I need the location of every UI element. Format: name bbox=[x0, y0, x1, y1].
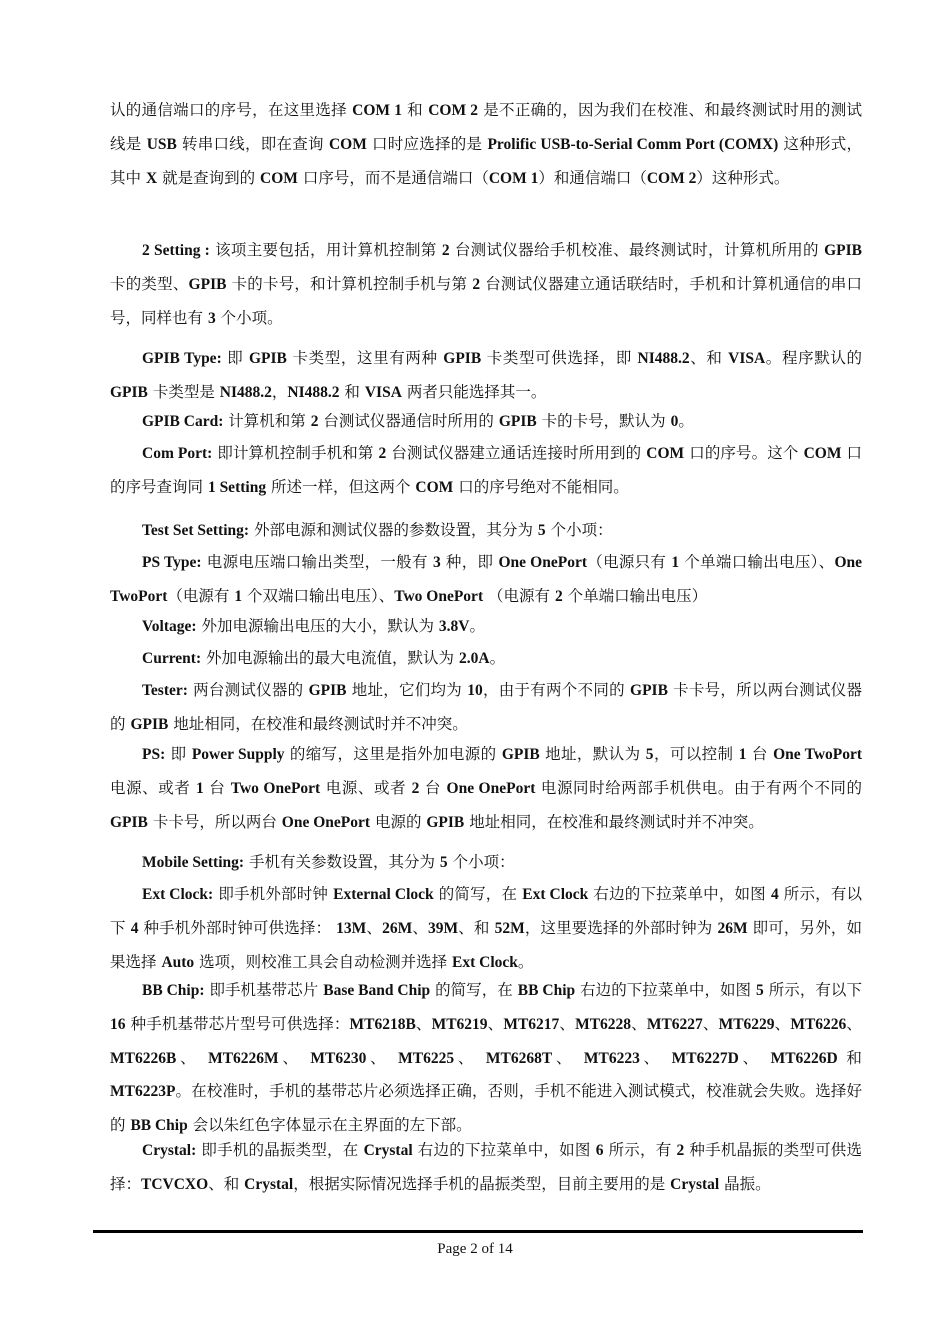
bold-term: GPIB bbox=[824, 242, 862, 259]
bold-term: GPIB bbox=[110, 383, 148, 401]
bold-term: Com Port: bbox=[142, 445, 213, 462]
text-run: 电源、或者 bbox=[320, 778, 412, 797]
bold-term: GPIB bbox=[630, 682, 668, 699]
bold-term: MT6268T bbox=[485, 1049, 553, 1067]
bold-term: BB Chip bbox=[130, 1117, 188, 1135]
bold-term: MT6223P bbox=[110, 1083, 176, 1101]
bold-term: NI488.2 bbox=[219, 383, 272, 401]
bold-term: 2 bbox=[411, 779, 420, 797]
text-run: 。程序默认的 bbox=[765, 349, 862, 367]
text-run: 、和 bbox=[208, 1174, 245, 1193]
text-run: 右边的下拉菜单中，如图 bbox=[575, 981, 757, 999]
text-run: 个双端口输出电压）、 bbox=[242, 586, 395, 605]
footer-rule bbox=[93, 1230, 863, 1233]
bold-term: Mobile Setting: bbox=[142, 854, 245, 871]
text-run: 口的序号查询同 bbox=[110, 444, 863, 496]
bold-term: VISA bbox=[728, 350, 766, 367]
text-run: 外部电源和测试仪器的参数设置，其分为 bbox=[249, 521, 538, 539]
bold-term: MT6230 bbox=[310, 1049, 367, 1067]
bold-term: Prolific USB-to-Serial Comm Port (COMX) bbox=[487, 135, 779, 153]
text-run: 、 bbox=[176, 1048, 209, 1067]
text-run: 台测试仪器建立通话联结时，手机和计算机通信的串口号，同样也有 bbox=[110, 274, 862, 327]
bold-term: One TwoPort bbox=[773, 746, 863, 763]
text-run: 即 bbox=[165, 745, 192, 763]
text-run: 卡的卡号，和计算机控制手机与第 bbox=[226, 274, 473, 293]
text-run: 。 bbox=[678, 412, 694, 430]
bold-term: 5 bbox=[439, 854, 448, 871]
text-run: 电源同时给两部手机供电。由于有两个不同的 bbox=[535, 778, 862, 797]
page-number: Page 2 of 14 bbox=[437, 1241, 513, 1257]
text-run: 外加电源输出的最大电流值，默认为 bbox=[201, 649, 459, 667]
bold-term: External Clock bbox=[333, 886, 434, 903]
text-run: ， bbox=[271, 382, 288, 401]
bold-term: 4 bbox=[770, 886, 779, 903]
paragraph bbox=[110, 1134, 862, 1202]
text-run: ，这里要选择的外部时钟为 bbox=[524, 918, 718, 937]
bold-term: 13M bbox=[336, 919, 367, 937]
bold-term: MT6226 bbox=[790, 1015, 847, 1033]
text-run: 。在校准时，手机的基带芯片必须选择正确，否则，手机不能进入测试模式，校准就会失败。选择好的 bbox=[110, 1082, 862, 1135]
text-run: 两台测试仪器的 bbox=[187, 681, 309, 699]
text-run: 卡卡号，所以两台 bbox=[147, 812, 282, 831]
text-run: 、 bbox=[366, 918, 383, 937]
text-run: 种手机外部时钟可供选择： bbox=[138, 918, 337, 937]
bold-term: MT6223 bbox=[583, 1049, 640, 1067]
bold-term: 2 bbox=[378, 445, 387, 462]
paragraph bbox=[110, 610, 862, 644]
bold-term: 5 bbox=[645, 746, 654, 763]
text-run: 所示，有 bbox=[603, 1141, 677, 1159]
text-run: 、 bbox=[366, 1048, 399, 1067]
bold-term: 5 bbox=[537, 522, 546, 539]
bold-term: One OnePort bbox=[446, 779, 536, 797]
text-run: 、 bbox=[639, 1048, 672, 1067]
bold-term: Current: bbox=[142, 650, 202, 667]
paragraph bbox=[110, 234, 862, 335]
text-run: 、 bbox=[278, 1048, 311, 1067]
bold-term: 5 bbox=[756, 982, 764, 999]
text-run: 地址相同，在校准和最终测试时并不冲突。 bbox=[464, 812, 764, 831]
bold-term: GPIB bbox=[130, 715, 169, 733]
bold-term: COM 1 bbox=[488, 169, 539, 187]
text-run: 的缩写，这里是指外加电源的 bbox=[284, 745, 502, 763]
text-run: （电源只有 bbox=[587, 553, 672, 571]
text-run: 台 bbox=[203, 778, 231, 797]
text-run: 卡的卡号，默认为 bbox=[536, 412, 671, 430]
text-run: 台测试仪器通信时所用的 bbox=[318, 412, 499, 430]
bold-term: 6 bbox=[595, 1142, 604, 1159]
text-run: 、和 bbox=[689, 349, 729, 367]
text-run: 手机有关参数设置，其分为 bbox=[244, 853, 440, 871]
bold-term: GPIB bbox=[249, 350, 287, 367]
bold-term: 26M bbox=[717, 919, 748, 937]
bold-term: 1 bbox=[738, 746, 747, 763]
bold-term: 2 bbox=[310, 413, 319, 430]
text-run: 外加电源输出电压的大小，默认为 bbox=[196, 617, 439, 635]
bold-term: MT6217 bbox=[503, 1015, 560, 1033]
bold-term: BB Chip: bbox=[142, 982, 205, 999]
text-run: 的简写，在 bbox=[433, 885, 523, 903]
text-run: 电源电压端口输出类型，一般有 bbox=[201, 553, 433, 571]
paragraph bbox=[110, 642, 862, 676]
bold-term: VISA bbox=[364, 383, 402, 401]
bold-term: 3.8V bbox=[438, 618, 470, 635]
paragraph bbox=[110, 674, 862, 742]
bold-term: 2 bbox=[676, 1142, 685, 1159]
bold-term: MT6225 bbox=[398, 1049, 455, 1067]
paragraph bbox=[110, 846, 862, 880]
bold-term: X bbox=[145, 169, 158, 187]
bold-term: Tester: bbox=[142, 682, 188, 699]
text-run: 认的通信端口的序号，在这里选择 bbox=[110, 101, 353, 119]
text-run: 口时应选择的是 bbox=[366, 134, 488, 153]
bold-term: COM 2 bbox=[646, 169, 697, 187]
paragraph bbox=[110, 514, 862, 548]
text-run: 两者只能选择其一。 bbox=[401, 382, 547, 401]
text-run: 和 bbox=[401, 101, 429, 119]
bold-term: 0 bbox=[670, 413, 679, 430]
text-run: （电源有 bbox=[483, 586, 555, 605]
paragraph bbox=[110, 405, 862, 439]
bold-term: Ext Clock: bbox=[142, 886, 214, 903]
text-run: 、 bbox=[412, 918, 428, 937]
bold-term: Crystal bbox=[670, 1175, 720, 1193]
bold-term: GPIB bbox=[188, 275, 227, 293]
text-run: 、 bbox=[774, 1014, 791, 1033]
text-run: 。 bbox=[489, 649, 506, 667]
bold-term: 10 bbox=[467, 682, 483, 699]
text-run: 右边的下拉菜单中，如图 bbox=[588, 885, 771, 903]
bold-term: GPIB bbox=[498, 413, 537, 430]
bold-term: MT6226B bbox=[110, 1049, 177, 1067]
bold-term: 16 bbox=[110, 1015, 126, 1033]
bold-term: 1 bbox=[234, 587, 243, 605]
bold-term: 39M bbox=[427, 919, 459, 937]
text-run: 个小项。 bbox=[215, 308, 283, 327]
text-run: 卡类型是 bbox=[147, 382, 220, 401]
text-run: 口的序号绝对不能相同。 bbox=[453, 477, 629, 496]
bold-term: PS Type: bbox=[142, 554, 202, 571]
text-run: 即计算机控制手机和第 bbox=[212, 444, 379, 462]
text-run: 、 bbox=[631, 1014, 647, 1033]
bold-term: Crystal bbox=[363, 1142, 413, 1159]
text-run: 右边的下拉菜单中，如图 bbox=[412, 1141, 596, 1159]
text-run: 就是查询到的 bbox=[157, 168, 260, 187]
text-run: 即手机基带芯片 bbox=[204, 981, 324, 999]
text-run: 所示，有以下 bbox=[763, 981, 862, 999]
text-run: 口序号，而不是通信端口（ bbox=[297, 168, 489, 187]
bold-term: Two OnePort bbox=[394, 587, 484, 605]
paragraph bbox=[110, 437, 862, 505]
bold-term: GPIB bbox=[501, 746, 540, 763]
text-run: 和 bbox=[837, 1048, 862, 1067]
text-run: 、 bbox=[702, 1014, 719, 1033]
text-run: 、 bbox=[846, 1014, 862, 1033]
text-run: 个单端口输出电压） bbox=[562, 586, 708, 605]
bold-term: 2 bbox=[554, 587, 563, 605]
bold-term: MT6229 bbox=[718, 1015, 775, 1033]
text-run: 。 bbox=[469, 617, 485, 635]
bold-term: GPIB Type: bbox=[142, 350, 222, 367]
bold-term: 2 bbox=[441, 242, 450, 259]
bold-term: TCVCXO bbox=[141, 1175, 209, 1193]
bold-term: USB bbox=[146, 135, 177, 153]
text-run: 台测试仪器建立通话连接时所用到的 bbox=[386, 444, 647, 462]
bold-term: GPIB bbox=[308, 682, 347, 699]
text-run: 电源的 bbox=[370, 812, 427, 831]
bold-term: MT6226M bbox=[208, 1049, 279, 1067]
text-run: 种，即 bbox=[440, 553, 499, 571]
text-run: 卡卡号，所以两台测试仪器的 bbox=[110, 681, 862, 733]
text-run: 、 bbox=[454, 1048, 486, 1067]
text-run: 个小项： bbox=[545, 521, 613, 539]
text-run: 、 bbox=[415, 1014, 432, 1033]
paragraph bbox=[110, 738, 862, 839]
bold-term: Test Set Setting: bbox=[142, 522, 250, 539]
text-run: ，根据实际情况选择手机的晶振类型，目前主要用的是 bbox=[293, 1174, 671, 1193]
text-run: 台 bbox=[419, 778, 447, 797]
bold-term: 2.0A bbox=[458, 650, 490, 667]
text-run: 晶振。 bbox=[719, 1174, 771, 1193]
text-run: 的简写，在 bbox=[430, 981, 518, 999]
text-run: ）和通信端口（ bbox=[538, 168, 647, 187]
text-run: 即 bbox=[221, 349, 249, 367]
text-run: 个小项： bbox=[447, 853, 515, 871]
text-run: 计算机和第 bbox=[223, 412, 311, 430]
bold-term: One TwoPort bbox=[110, 554, 862, 605]
bold-term: NI488.2 bbox=[637, 350, 690, 367]
text-run: 会以朱红色字体显示在主界面的左下部。 bbox=[187, 1116, 472, 1135]
text-run: 卡类型可供选择，即 bbox=[481, 349, 638, 367]
bold-term: 3 bbox=[207, 309, 216, 327]
bold-term: GPIB bbox=[426, 813, 465, 831]
text-run: 卡类型，这里有两种 bbox=[286, 349, 444, 367]
bold-term: NI488.2 bbox=[287, 383, 340, 401]
text-run: 。 bbox=[517, 952, 534, 971]
text-run: 台测试仪器给手机校准、最终测试时，计算机所用的 bbox=[449, 241, 825, 259]
text-run: 即可，另外，如果选择 bbox=[110, 918, 862, 971]
text-run: 地址，它们均为 bbox=[346, 681, 468, 699]
bold-term: GPIB bbox=[443, 350, 482, 367]
bold-term: Auto bbox=[161, 953, 195, 971]
paragraph bbox=[110, 974, 862, 1143]
bold-term: MT6227 bbox=[646, 1015, 703, 1033]
text-run: 所述一样，但这两个 bbox=[266, 477, 416, 496]
bold-term: Crystal bbox=[244, 1175, 294, 1193]
text-run: 台 bbox=[746, 745, 774, 763]
text-run: 和 bbox=[339, 382, 365, 401]
bold-term: COM bbox=[803, 445, 842, 462]
bold-term: BB Chip bbox=[517, 982, 576, 999]
text-run: 这种形式，其中 bbox=[110, 134, 862, 187]
bold-term: One OnePort bbox=[498, 554, 587, 571]
text-run: 、和 bbox=[458, 918, 495, 937]
bold-term: Ext Clock bbox=[452, 953, 518, 971]
text-run: 、 bbox=[559, 1014, 576, 1033]
bold-term: One OnePort bbox=[281, 813, 371, 831]
text-run: 卡的类型、 bbox=[110, 274, 189, 293]
text-run: 该项主要包括，用计算机控制第 bbox=[209, 241, 442, 259]
bold-term: 2 bbox=[472, 275, 481, 293]
text-run: 转串口线，即在查询 bbox=[176, 134, 329, 153]
bold-term: 4 bbox=[130, 919, 139, 937]
bold-term: 1 Setting bbox=[207, 478, 267, 496]
bold-term: GPIB Card: bbox=[142, 413, 224, 430]
text-run: 所示，有以下 bbox=[110, 885, 863, 937]
bold-term: GPIB bbox=[110, 813, 148, 831]
bold-term: MT6227D bbox=[671, 1049, 739, 1067]
text-run: 即手机外部时钟 bbox=[213, 885, 334, 903]
bold-term: 3 bbox=[432, 554, 441, 571]
bold-term: 1 bbox=[671, 554, 680, 571]
text-run: （电源有 bbox=[167, 586, 235, 605]
bold-term: Crystal: bbox=[142, 1142, 197, 1159]
text-run: 选项，则校准工具会自动检测并选择 bbox=[194, 952, 453, 971]
bold-term: MT6226D bbox=[770, 1049, 838, 1067]
paragraph bbox=[110, 546, 862, 614]
text-run: 口的序号。这个 bbox=[684, 444, 804, 462]
bold-term: Base Band Chip bbox=[323, 982, 431, 999]
text-run: ，由于有两个不同的 bbox=[482, 681, 631, 699]
text-run: 种手机基带芯片型号可供选择： bbox=[125, 1014, 350, 1033]
bold-term: 26M bbox=[382, 919, 413, 937]
bold-term: 2 Setting : bbox=[142, 242, 210, 259]
text-run: 地址，默认为 bbox=[539, 745, 646, 763]
bold-term: COM 2 bbox=[428, 102, 479, 119]
paragraph bbox=[110, 94, 862, 195]
paragraph bbox=[110, 878, 862, 979]
text-run: 地址相同，在校准和最终测试时并不冲突。 bbox=[168, 714, 468, 733]
bold-term: COM bbox=[415, 478, 454, 496]
bold-term: 1 bbox=[195, 779, 204, 797]
bold-term: Ext Clock bbox=[522, 886, 589, 903]
text-run: 、 bbox=[552, 1048, 584, 1067]
text-run: 、 bbox=[738, 1048, 771, 1067]
bold-term: COM 1 bbox=[352, 102, 402, 119]
bold-term: PS: bbox=[142, 746, 166, 763]
text-run: 个单端口输出电压）、 bbox=[679, 553, 835, 571]
text-run: 电源、或者 bbox=[110, 778, 196, 797]
text-run: 即手机的晶振类型，在 bbox=[196, 1141, 364, 1159]
text-run: 、 bbox=[487, 1014, 504, 1033]
bold-term: MT6228 bbox=[575, 1015, 632, 1033]
text-run: 是不正确的，因为我们在校准、和最终测试时用的测试线是 bbox=[110, 101, 863, 153]
bold-term: MT6219 bbox=[431, 1015, 488, 1033]
bold-term: MT6218B bbox=[349, 1015, 416, 1033]
bold-term: Power Supply bbox=[191, 746, 285, 763]
bold-term: COM bbox=[646, 445, 685, 462]
text-run: 种手机晶振的类型可供选择： bbox=[110, 1141, 862, 1193]
bold-term: COM bbox=[260, 169, 298, 187]
bold-term: Voltage: bbox=[142, 618, 197, 635]
bold-term: COM bbox=[328, 135, 367, 153]
text-run: ，可以控制 bbox=[653, 745, 739, 763]
text-run: ）这种形式。 bbox=[696, 168, 790, 187]
bold-term: 52M bbox=[494, 919, 525, 937]
paragraph bbox=[110, 342, 862, 410]
bold-term: Two OnePort bbox=[230, 779, 321, 797]
